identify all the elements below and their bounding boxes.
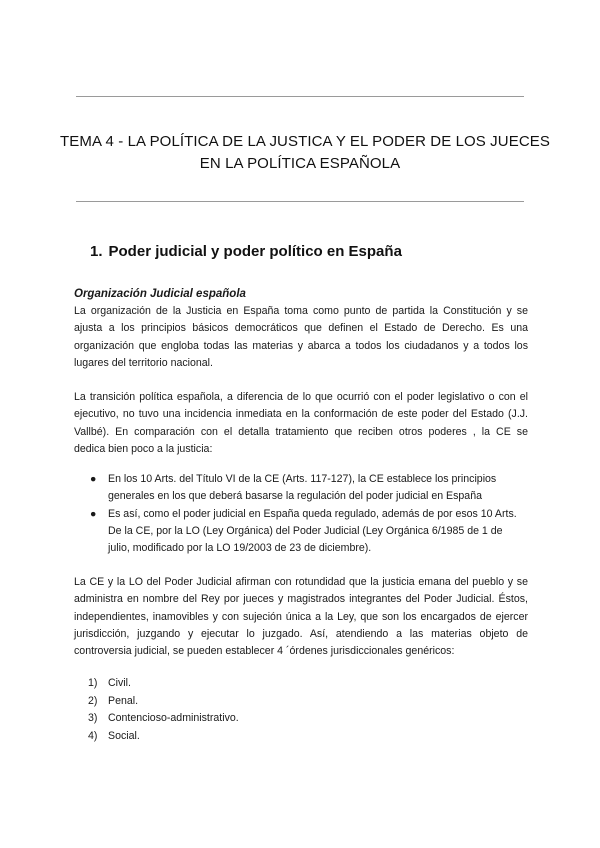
list-item [88, 675, 239, 693]
top-divider [76, 96, 524, 97]
paragraph-line: La organización de la Justicia en España toma como punto de partida la Constitución y se [74, 305, 528, 317]
paragraph-1 [74, 303, 528, 372]
paragraph-line: dedica bien poco a la justicia: [74, 442, 213, 455]
bullet-icon: ● [90, 473, 97, 485]
list-item-line: En los 10 Arts. del Título VI de la CE (Arts. 117-127), la CE establece los principios [108, 473, 497, 485]
paragraph-line: La transición política española, a diferencia de lo que ocurrió con el poder legislativo o con el [74, 391, 528, 403]
paragraph-line: controversia judicial, se pueden establecer 4 ´órdenes jurisdiccionales genéricos: [74, 645, 455, 658]
list-label: Contencioso-administrativo. [108, 712, 239, 725]
paragraph-line: Vallbé). En comparación con el detalla tratamiento que reciben otros poderes , la CE se [74, 425, 528, 438]
paragraph-2 [74, 389, 528, 458]
bullet-icon: ● [90, 507, 97, 520]
list-item [88, 710, 239, 728]
list-number: 3) [88, 712, 98, 725]
bullet-list [88, 471, 528, 557]
paragraph-line: lugares del territorio nacional. [74, 356, 213, 369]
list-number: 1) [88, 677, 98, 689]
section-heading [90, 243, 402, 260]
list-item [88, 728, 239, 746]
document-title [60, 131, 550, 175]
list-label: Civil. [108, 677, 131, 689]
subheading: Organización Judicial española [74, 288, 246, 300]
paragraph-3 [74, 574, 528, 660]
title-line-2: EN LA POLÍTICA ESPAÑOLA [199, 155, 401, 172]
list-item-line: Es así, como el poder judicial en España queda regulado, además de por esos 10 Arts. [108, 507, 517, 520]
paragraph-line: organización que engloba todas las materias y abarca a todos los ciudadanos y a todos los [74, 339, 528, 352]
list-item [88, 693, 239, 711]
list-item-line: De la CE, por la LO (Ley Orgánica) del Poder Judicial (Ley Orgánica 6/1985 de 1 de [108, 524, 503, 537]
title-line-1: TEMA 4 - LA POLÍTICA DE LA JUSTICA Y EL PODER DE LOS JUECES [60, 133, 550, 150]
paragraph-line: independientes, inamovibles y con sujeción única a la Ley, que son los encargados de ejercer [74, 610, 528, 623]
list-number: 2) [88, 694, 98, 707]
list-item [88, 506, 528, 558]
list-label: Social. [108, 729, 140, 742]
list-item-line: generales en los que deberá basarse la regulación del poder judicial en España [108, 490, 482, 503]
paragraph-line: jurisdicción, juzgando y ejecutar lo juzgado. Así, atendiendo a las materias objeto de [74, 627, 528, 640]
section-title: Poder judicial y poder político en España [108, 243, 402, 260]
list-item [88, 471, 528, 506]
list-item-line: julio, modificado por la LO 19/2003 de 23 de diciembre). [108, 542, 372, 555]
paragraph-line: ajusta a los principios básicos democráticos que definen el Estado de Derecho. Es una [74, 322, 528, 335]
bottom-divider [76, 201, 524, 202]
list-number: 4) [88, 729, 98, 742]
list-label: Penal. [108, 694, 139, 707]
section-number: 1. [90, 243, 103, 260]
orders-list [88, 675, 239, 745]
paragraph-line: La CE y la LO del Poder Judicial afirman con rotundidad que la justicia emana del pueblo y se [74, 576, 528, 588]
paragraph-line: ejecutivo, no tuvo una incidencia inmediata en la conformación de este poder del Estado (J.J. [74, 408, 528, 421]
paragraph-line: administra en nombre del Rey por jueces y magistrados integrantes del Poder Judicial. Éstos, [74, 593, 528, 606]
